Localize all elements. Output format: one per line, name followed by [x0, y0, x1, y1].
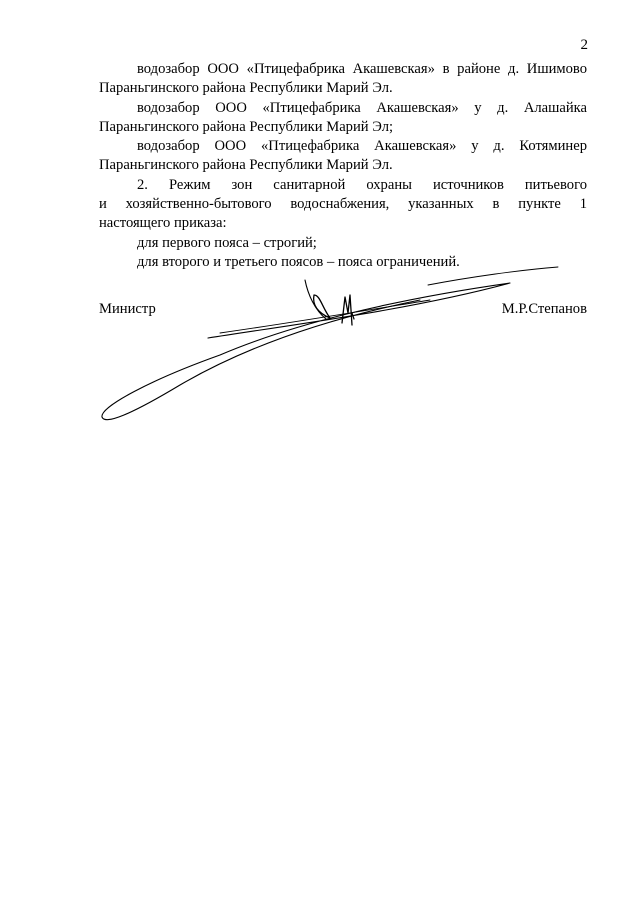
paragraph-kotyaminer	[99, 137, 587, 156]
signatory-name: М.Р.Степанов	[501, 301, 587, 317]
paragraph-continuation	[99, 214, 587, 233]
paragraph-continuation	[99, 195, 587, 214]
document-body	[99, 60, 587, 272]
paragraph-line: Параньгинского района Республики Марий Эл.	[99, 80, 393, 97]
handwritten-signature	[90, 255, 570, 430]
paragraph-line: настоящего приказа:	[99, 215, 227, 232]
signatory-title: Министр	[99, 301, 156, 317]
paragraph-first-zone	[99, 234, 587, 253]
paragraph-line: водозабор ООО «Птицефабрика Акашевская» у д. Алашайка	[137, 99, 587, 116]
paragraph-line: водозабор ООО «Птицефабрика Акашевская» в районе д. Ишимово	[137, 61, 587, 77]
paragraph-line: Параньгинского района Республики Марий Эл;	[99, 118, 394, 135]
paragraph-line: Параньгинского района Республики Марий Эл.	[99, 157, 393, 174]
paragraph-ishimovo	[99, 60, 587, 79]
paragraph-line: 2. Режим зон санитарной охраны источников питьевого	[137, 176, 587, 193]
signature-block	[99, 300, 587, 322]
paragraph-line: для первого пояса – строгий;	[137, 234, 317, 251]
paragraph-line: водозабор ООО «Птицефабрика Акашевская» у д. Котяминер	[137, 138, 587, 155]
paragraph-continuation	[99, 156, 587, 175]
paragraph-regime	[99, 176, 587, 195]
page-number: 2	[580, 37, 588, 53]
paragraph-continuation	[99, 118, 587, 137]
paragraph-line: для второго и третьего поясов – пояса ограничений.	[137, 253, 460, 270]
paragraph-alashaika	[99, 99, 587, 118]
paragraph-line: и хозяйственно-бытового водоснабжения, указанных в пункте 1	[99, 196, 587, 213]
signature-upper-stroke	[428, 267, 558, 285]
paragraph-continuation	[99, 79, 587, 98]
